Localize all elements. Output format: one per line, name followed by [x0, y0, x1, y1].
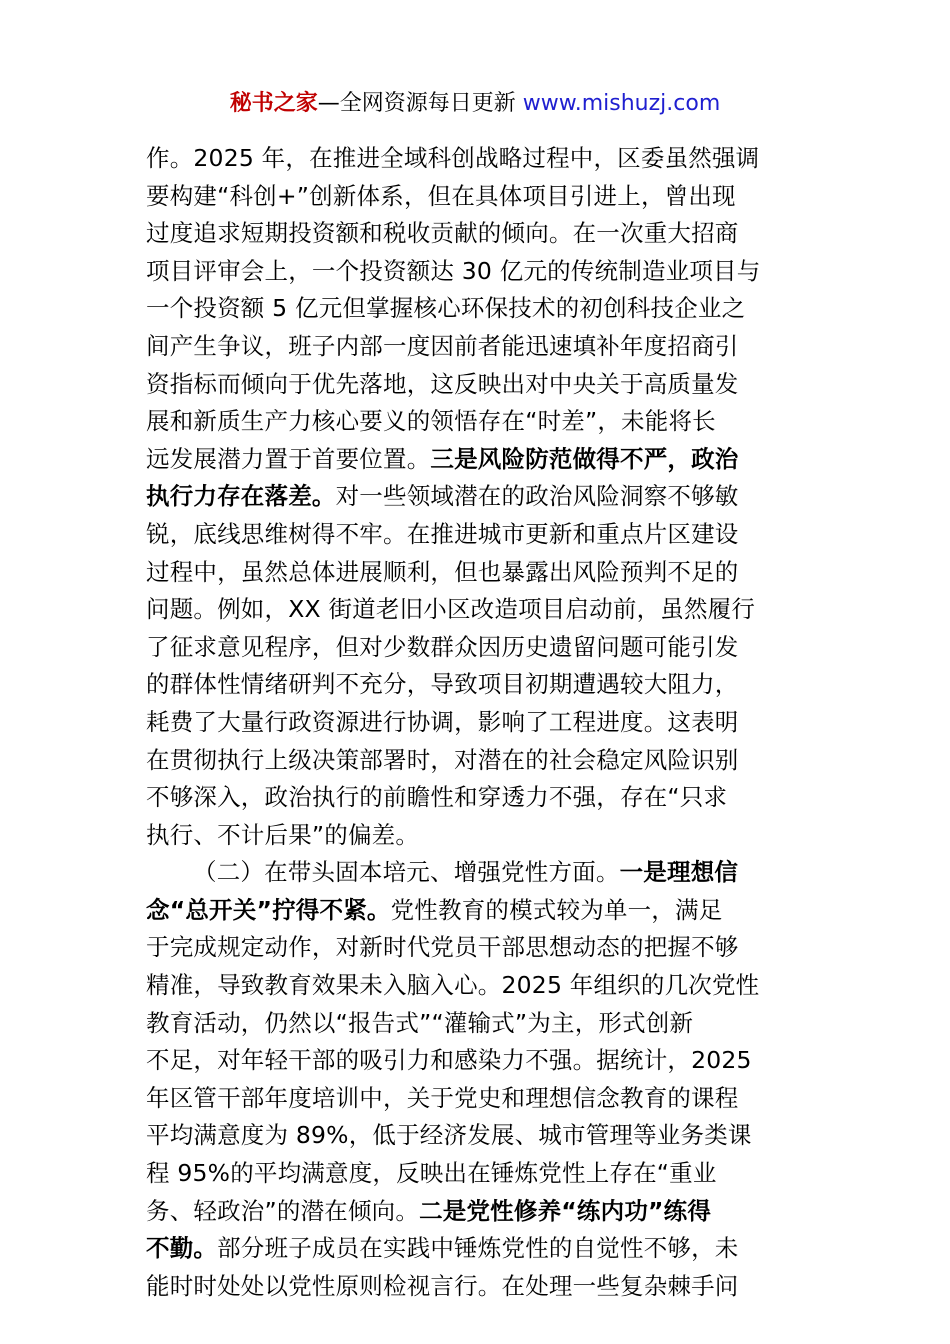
text-run: 对一些领域潜在的政治风险洞察不够敏 — [335, 482, 739, 511]
site-url-link[interactable]: www.mishuzj.com — [522, 91, 721, 116]
section-heading: （二）在带头固本培元、增强党性方面。 — [193, 858, 620, 887]
bold-heading-3: 三是风险防范做得不严，政治 — [430, 444, 739, 473]
text-line: 年区管干部年度培训中，关于党史和理想信念教育的课程 — [146, 1083, 739, 1112]
site-header — [0, 88, 950, 120]
text-line: 间产生争议，班子内部一度因前者能迅速填补年度招商引 — [146, 331, 739, 360]
paragraph-1 — [146, 140, 810, 854]
text-line: 平均满意度为 89%，低于经济发展、城市管理等业务类课 — [146, 1121, 752, 1150]
text-line — [146, 1230, 810, 1268]
text-line — [146, 892, 810, 930]
text-line — [146, 854, 810, 892]
bold-heading-3-cont: 执行力存在落差。 — [146, 482, 336, 511]
text-run: 党性教育的模式较为单一，满足 — [390, 895, 723, 924]
document-body — [146, 140, 810, 1305]
text-line: 程 95%的平均满意度，反映出在锤炼党性上存在“重业 — [146, 1159, 717, 1188]
text-line — [146, 478, 810, 516]
text-line: 在贯彻执行上级决策部署时，对潜在的社会稳定风险识别 — [146, 745, 739, 774]
text-run: 部分班子成员在实践中锤炼党性的自觉性不够，未 — [217, 1234, 739, 1263]
text-line: 要构建“科创+”创新体系，但在具体项目引进上，曾出现 — [146, 181, 736, 210]
text-line — [146, 1193, 810, 1231]
paragraph-2 — [146, 854, 810, 1305]
text-line: 精准，导致教育效果未入脑入心。2025 年组织的几次党性 — [146, 971, 760, 1000]
text-line — [146, 441, 810, 479]
text-line: 于完成规定动作，对新时代党员干部思想动态的把握不够 — [146, 933, 739, 962]
site-brand: 秘书之家 — [229, 91, 318, 116]
text-line: 教育活动，仍然以“报告式”“灌输式”为主，形式创新 — [146, 1008, 694, 1037]
text-line: 过程中，虽然总体进展顺利，但也暴露出风险预判不足的 — [146, 557, 739, 586]
text-line: 过度追求短期投资额和税收贡献的倾向。在一次重大招商 — [146, 219, 739, 248]
text-run: 远发展潜力置于首要位置。 — [146, 444, 431, 473]
text-line: 不够深入，政治执行的前瞻性和穿透力不强，存在“只求 — [146, 783, 728, 812]
site-tagline: —全网资源每日更新 — [317, 91, 516, 116]
text-line: 问题。例如，XX 街道老旧小区改造项目启动前，虽然履行 — [146, 595, 756, 624]
bold-heading-1-cont: 念“总开关”拧得不紧。 — [146, 895, 391, 924]
text-line: 的群体性情绪研判不充分，导致项目初期遭遇较大阻力， — [146, 670, 739, 699]
text-line: 资指标而倾向于优先落地，这反映出对中央关于高质量发 — [146, 369, 739, 398]
bold-heading-2-cont: 不勤。 — [146, 1234, 218, 1263]
text-line: 作。2025 年，在推进全域科创战略过程中，区委虽然强调 — [146, 144, 760, 172]
text-line: 锐，底线思维树得不牢。在推进城市更新和重点片区建设 — [146, 519, 739, 548]
text-line: 一个投资额 5 亿元但掌握核心环保技术的初创科技企业之 — [146, 294, 746, 323]
text-line: 执行、不计后果”的偏差。 — [146, 820, 420, 849]
text-run: 务、轻政治”的潜在倾向。 — [146, 1196, 420, 1225]
text-line: 展和新质生产力核心要义的领悟存在“时差”，未能将长 — [146, 407, 716, 436]
bold-heading-2: 二是党性修养“练内功”练得 — [419, 1196, 712, 1225]
text-line: 耗费了大量行政资源进行协调，影响了工程进度。这表明 — [146, 707, 739, 736]
text-line: 能时时处处以党性原则检视言行。在处理一些复杂棘手问 — [146, 1271, 739, 1300]
bold-heading-1: 一是理想信 — [619, 858, 739, 887]
text-line: 了征求意见程序，但对少数群众因历史遗留问题可能引发 — [146, 632, 739, 661]
text-line: 不足，对年轻干部的吸引力和感染力不强。据统计，2025 — [146, 1046, 752, 1075]
text-line: 项目评审会上，一个投资额达 30 亿元的传统制造业项目与 — [146, 256, 761, 285]
